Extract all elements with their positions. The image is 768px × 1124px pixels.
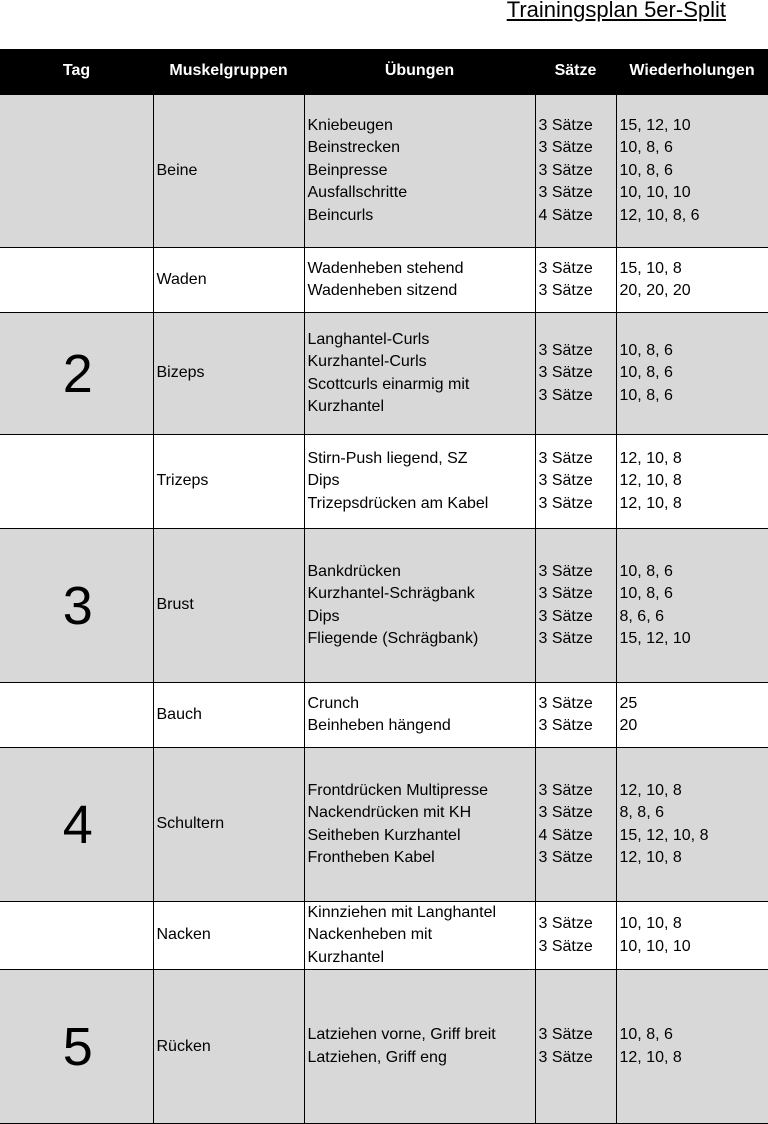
muscle-group-cell: Bizeps [153, 313, 304, 435]
table-row [0, 248, 768, 313]
sets-cell: 3 Sätze 3 Sätze 3 Sätze 3 Sätze 4 Sätze [535, 95, 616, 248]
reps-cell: 10, 8, 6 10, 8, 6 10, 8, 6 [616, 313, 768, 435]
training-table [0, 49, 768, 1124]
header-muskelgruppen: Muskelgruppen [153, 49, 304, 95]
sets-cell: 3 Sätze 3 Sätze 4 Sätze 3 Sätze [535, 748, 616, 902]
sets-cell: 3 Sätze 3 Sätze [535, 683, 616, 748]
sets-cell: 3 Sätze 3 Sätze [535, 902, 616, 970]
sets-cell: 3 Sätze 3 Sätze 3 Sätze [535, 435, 616, 529]
table-header-row [0, 49, 768, 95]
table-row [0, 902, 768, 970]
reps-cell: 12, 10, 8 12, 10, 8 12, 10, 8 [616, 435, 768, 529]
table-row [0, 95, 768, 248]
table-row [0, 683, 768, 748]
muscle-group-cell: Schultern [153, 748, 304, 902]
muscle-group-cell: Rücken [153, 970, 304, 1124]
tag-cell: 2 [0, 313, 153, 435]
table-row [0, 313, 768, 435]
exercises-cell: Kinnziehen mit Langhantel Nackenheben mit Kurzhantel [304, 902, 535, 970]
muscle-group-cell: Bauch [153, 683, 304, 748]
exercises-cell: Crunch Beinheben hängend [304, 683, 535, 748]
page-title: Trainingsplan 5er-Split [506, 0, 726, 22]
exercises-cell: Wadenheben stehend Wadenheben sitzend [304, 248, 535, 313]
reps-cell: 12, 10, 8 8, 8, 6 15, 12, 10, 8 12, 10, 8 [616, 748, 768, 902]
exercises-cell: Bankdrücken Kurzhantel-Schrägbank Dips Fliegende (Schrägbank) [304, 529, 535, 683]
tag-cell: 5 [0, 970, 153, 1124]
exercises-cell: Latziehen vorne, Griff breit Latziehen, Griff eng [304, 970, 535, 1124]
muscle-group-cell: Nacken [153, 902, 304, 970]
table-row [0, 748, 768, 902]
exercises-cell: Kniebeugen Beinstrecken Beinpresse Ausfallschritte Beincurls [304, 95, 535, 248]
tag-cell [0, 683, 153, 748]
header-saetze: Sätze [535, 49, 616, 95]
tag-cell: 3 [0, 529, 153, 683]
header-uebungen: Übungen [304, 49, 535, 95]
reps-cell: 15, 12, 10 10, 8, 6 10, 8, 6 10, 10, 10 12, 10, 8, 6 [616, 95, 768, 248]
tag-cell [0, 435, 153, 529]
tag-cell [0, 902, 153, 970]
reps-cell: 25 20 [616, 683, 768, 748]
reps-cell: 10, 8, 6 12, 10, 8 [616, 970, 768, 1124]
exercises-cell: Stirn-Push liegend, SZ Dips Trizepsdrücken am Kabel [304, 435, 535, 529]
muscle-group-cell: Beine [153, 95, 304, 248]
sets-cell: 3 Sätze 3 Sätze [535, 970, 616, 1124]
table-row [0, 435, 768, 529]
muscle-group-cell: Waden [153, 248, 304, 313]
header-wiederholungen: Wiederholungen [616, 49, 768, 95]
exercises-cell: Frontdrücken Multipresse Nackendrücken mit KH Seitheben Kurzhantel Frontheben Kabel [304, 748, 535, 902]
header-tag: Tag [0, 49, 153, 95]
tag-cell: 4 [0, 748, 153, 902]
tag-cell [0, 248, 153, 313]
sets-cell: 3 Sätze 3 Sätze 3 Sätze 3 Sätze [535, 529, 616, 683]
sets-cell: 3 Sätze 3 Sätze 3 Sätze [535, 313, 616, 435]
muscle-group-cell: Brust [153, 529, 304, 683]
sets-cell: 3 Sätze 3 Sätze [535, 248, 616, 313]
reps-cell: 15, 10, 8 20, 20, 20 [616, 248, 768, 313]
muscle-group-cell: Trizeps [153, 435, 304, 529]
exercises-cell: Langhantel-Curls Kurzhantel-Curls Scottcurls einarmig mit Kurzhantel [304, 313, 535, 435]
tag-cell [0, 95, 153, 248]
reps-cell: 10, 8, 6 10, 8, 6 8, 6, 6 15, 12, 10 [616, 529, 768, 683]
table-row [0, 970, 768, 1124]
reps-cell: 10, 10, 8 10, 10, 10 [616, 902, 768, 970]
table-row [0, 529, 768, 683]
